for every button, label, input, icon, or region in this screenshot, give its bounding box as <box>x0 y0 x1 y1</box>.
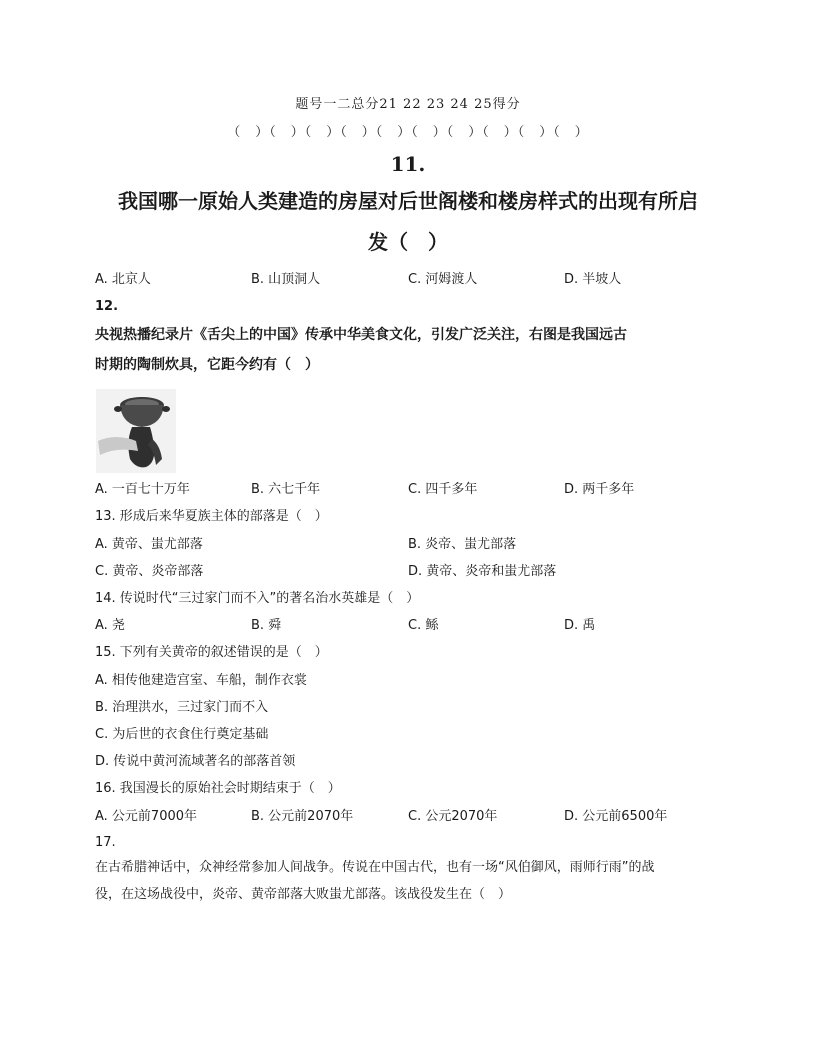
question-11-option-b: B. 山顶洞人 <box>251 272 321 287</box>
question-11-option-a: A. 北京人 <box>95 272 151 287</box>
question-15-option-a: A. 相传他建造宫室、车船，制作衣裳 <box>95 673 307 688</box>
question-11-option-d: D. 半坡人 <box>564 272 622 287</box>
question-14-option-c: C. 鲧 <box>408 618 439 633</box>
question-14-option-a: A. 尧 <box>95 618 125 633</box>
question-11-option-c: C. 河姆渡人 <box>408 272 478 287</box>
question-16-option-b: B. 公元前2070年 <box>251 809 354 824</box>
question-14-option-d: D. 禹 <box>564 618 596 633</box>
question-12-option-c: C. 四千多年 <box>408 482 478 497</box>
question-15-option-b: B. 治理洪水，三过家门而不入 <box>95 700 269 715</box>
question-12-option-a: A. 一百七十万年 <box>95 482 190 497</box>
question-13-stem: 13. 形成后来华夏族主体的部落是（ ） <box>95 509 328 524</box>
question-14-stem: 14. 传说时代“三过家门而不入”的著名治水英雄是（ ） <box>95 591 420 606</box>
question-12-option-d: D. 两千多年 <box>564 482 635 497</box>
score-table-header: 题号一二总分21 22 23 24 25得分 <box>295 97 521 112</box>
score-table-blanks: （ ）（ ）（ ）（ ）（ ）（ ）（ ）（ ）（ ）（ ） <box>227 125 589 140</box>
question-15-stem: 15. 下列有关黄帝的叙述错误的是（ ） <box>95 645 328 660</box>
question-16-option-d: D. 公元前6500年 <box>564 809 668 824</box>
question-11-stem-line1: 我国哪一原始人类建造的房屋对后世阁楼和楼房样式的出现有所启 <box>118 189 698 213</box>
question-16-option-c: C. 公元2070年 <box>408 809 498 824</box>
pottery-vessel-image <box>96 389 176 473</box>
question-13-option-c: C. 黄帝、炎帝部落 <box>95 564 204 579</box>
question-16-stem: 16. 我国漫长的原始社会时期结束于（ ） <box>95 781 341 796</box>
question-12-stem-line2: 时期的陶制炊具，它距今约有（ ） <box>95 357 319 373</box>
question-11-stem-line2: 发（ ） <box>368 230 448 254</box>
question-17-stem-line1: 在古希腊神话中，众神经常参加人间战争。传说在中国古代，也有一场“风伯御风，雨师行雨”的战 <box>95 860 655 875</box>
question-15-option-d: D. 传说中黄河流域著名的部落首领 <box>95 754 296 769</box>
question-12-stem-line1: 央视热播纪录片《舌尖上的中国》传承中华美食文化，引发广泛关注，右图是我国远古 <box>95 327 627 343</box>
question-13-option-b: B. 炎帝、蚩尤部落 <box>408 537 517 552</box>
question-15-option-c: C. 为后世的衣食住行奠定基础 <box>95 727 269 742</box>
question-14-option-b: B. 舜 <box>251 618 282 633</box>
question-17-number: 17. <box>95 835 116 850</box>
question-13-option-a: A. 黄帝、蚩尤部落 <box>95 537 203 552</box>
question-17-stem-line2: 役，在这场战役中，炎帝、黄帝部落大败蚩尤部落。该战役发生在（ ） <box>95 887 512 902</box>
question-11-number: 11. <box>390 152 426 176</box>
question-16-option-a: A. 公元前7000年 <box>95 809 198 824</box>
question-12-option-b: B. 六七千年 <box>251 482 321 497</box>
question-13-option-d: D. 黄帝、炎帝和蚩尤部落 <box>408 564 557 579</box>
question-12-number: 12. <box>95 299 119 314</box>
